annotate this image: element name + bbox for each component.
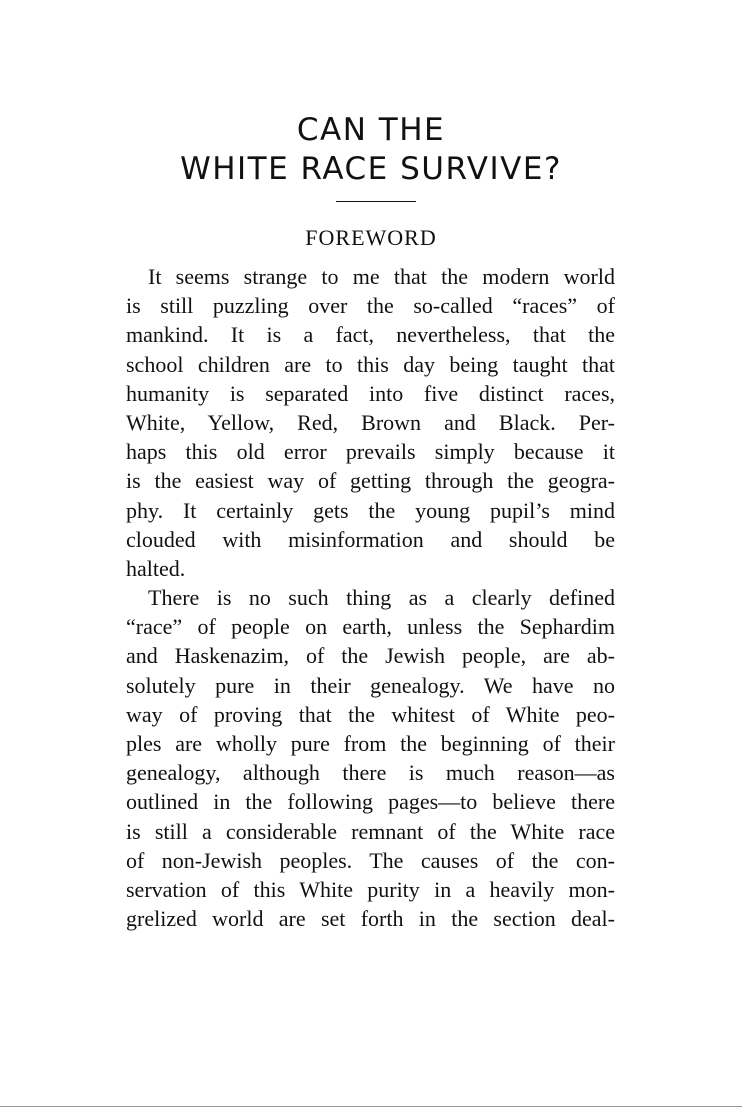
text-line: halted. xyxy=(126,555,186,581)
text-line: servation of this White purity in a heavily mon- xyxy=(126,876,615,902)
text-line: haps this old error prevails simply because it xyxy=(126,439,615,465)
body-text xyxy=(126,262,615,933)
text-line: mankind. It is a fact, nevertheless, that the xyxy=(126,322,615,348)
text-line: phy. It certainly gets the young pupil’s mind xyxy=(126,497,615,523)
section-heading: FOREWORD xyxy=(305,225,437,250)
text-line: It seems strange to me that the modern world xyxy=(148,264,615,289)
title-divider xyxy=(336,201,416,202)
text-line: is still puzzling over the so-called “races” of xyxy=(126,293,615,319)
text-line: of non-Jewish peoples. The causes of the con- xyxy=(126,847,615,873)
text-line: is still a considerable remnant of the White race xyxy=(126,818,615,844)
book-title-line-2: WHITE RACE SURVIVE? xyxy=(180,151,562,187)
text-line: grelized world are set forth in the section deal- xyxy=(126,906,615,932)
text-line: way of proving that the whitest of White peo- xyxy=(126,701,615,727)
text-line: clouded with misinformation and should be xyxy=(126,526,615,552)
text-line: solutely pure in their genealogy. We have no xyxy=(126,672,615,698)
page-bottom-edge xyxy=(0,1106,742,1107)
text-line: White, Yellow, Red, Brown and Black. Per- xyxy=(126,409,615,435)
text-line: outlined in the following pages—to believe there xyxy=(126,789,615,815)
text-line: ples are wholly pure from the beginning of their xyxy=(126,731,615,756)
book-title-line-1: CAN THE xyxy=(296,112,446,148)
text-line: “race” of people on earth, unless the Sephardim xyxy=(126,614,615,640)
text-line: There is no such thing as a clearly defined xyxy=(148,585,615,611)
text-line: genealogy, although there is much reason—as xyxy=(126,760,615,786)
text-line: school children are to this day being taught that xyxy=(126,351,615,377)
text-line: is the easiest way of getting through the geogra- xyxy=(126,468,615,494)
text-line: and Haskenazim, of the Jewish people, are ab- xyxy=(126,643,615,669)
text-line: humanity is separated into five distinct races, xyxy=(126,380,615,406)
